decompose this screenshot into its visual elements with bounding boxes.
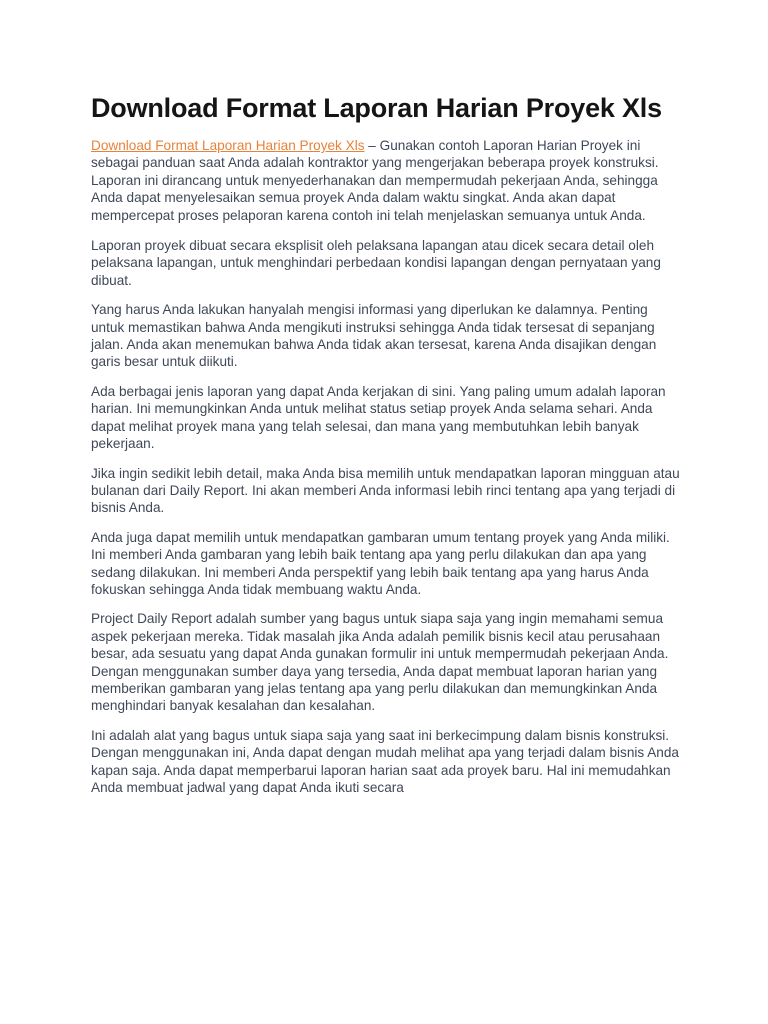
paragraph: Anda juga dapat memilih untuk mendapatkan gambaran umum tentang proyek yang Anda miliki. Ini memberi Anda gambaran yang lebih baik tentang apa yang perlu dilakukan dan apa yang sedang dilakukan. Ini memberi Anda perspektif yang lebih baik tentang apa yang harus Anda fokuskan sehingga Anda tidak membuang waktu Anda. xyxy=(91,529,670,597)
paragraph: Laporan proyek dibuat secara eksplisit oleh pelaksana lapangan atau dicek secara detail oleh pelaksana lapangan, untuk menghindari perbedaan kondisi lapangan dengan pernyataan yang dibuat. xyxy=(91,238,661,288)
article-title: Download Format Laporan Harian Proyek Xls xyxy=(91,93,662,123)
article-title-link[interactable]: Download Format Laporan Harian Proyek Xls xyxy=(91,138,365,153)
paragraph: Ada berbagai jenis laporan yang dapat Anda kerjakan di sini. Yang paling umum adalah laporan harian. Ini memungkinkan Anda untuk melihat status setiap proyek Anda selama sehari. Anda dapat melihat proyek mana yang telah selesai, dan mana yang membutuhkan lebih banyak pekerjaan. xyxy=(91,383,666,452)
paragraph: Yang harus Anda lakukan hanyalah mengisi informasi yang diperlukan ke dalamnya. Penting untuk memastikan bahwa Anda mengikuti instruksi sehingga Anda tidak tersesat di sepanjang jalan. Anda akan menemukan bahwa Anda tidak akan tersesat, karena Anda disajikan dengan garis besar untuk diikuti. xyxy=(91,302,657,370)
paragraph: Jika ingin sedikit lebih detail, maka Anda bisa memilih untuk mendapatkan laporan mingguan atau bulanan dari Daily Report. Ini akan memberi Anda informasi lebih rinci tentang apa yang terjadi di bisnis Anda. xyxy=(91,465,680,516)
paragraph: Ini adalah alat yang bagus untuk siapa saja yang saat ini berkecimpung dalam bisnis konstruksi. Dengan menggunakan ini, Anda dapat dengan mudah melihat apa yang terjadi dalam bisnis Anda kapan saja. Anda dapat memperbarui laporan harian saat ada proyek baru. Hal ini memudahkan Anda membuat jadwal yang dapat Anda ikuti secara xyxy=(91,727,679,795)
intro-text: – Gunakan contoh Laporan Harian Proyek ini sebagai panduan saat Anda adalah kontraktor yang mengerjakan beberapa proyek konstruksi. Laporan ini dirancang untuk menyederhanakan dan mempermudah pekerjaan Anda, sehingga Anda dapat menyelesaikan semua proyek Anda dalam waktu singkat. Anda akan dapat mempercepat proses pelaporan karena contoh ini telah menjelaskan semuanya untuk Anda. xyxy=(91,138,659,223)
intro-paragraph xyxy=(91,137,683,224)
document-page xyxy=(91,92,683,808)
article-body xyxy=(91,137,683,796)
paragraph: Project Daily Report adalah sumber yang bagus untuk siapa saja yang ingin memahami semua aspek pekerjaan mereka. Tidak masalah jika Anda adalah pemilik bisnis kecil atau perusahaan besar, ada sesuatu yang dapat Anda gunakan formulir ini untuk mempermudah pekerjaan Anda. Dengan menggunakan sumber daya yang tersedia, Anda dapat membuat laporan harian yang memberikan gambaran yang jelas tentang apa yang perlu dilakukan dan memungkinkan Anda menghindari banyak kesalahan dan kesalahan. xyxy=(91,611,669,714)
